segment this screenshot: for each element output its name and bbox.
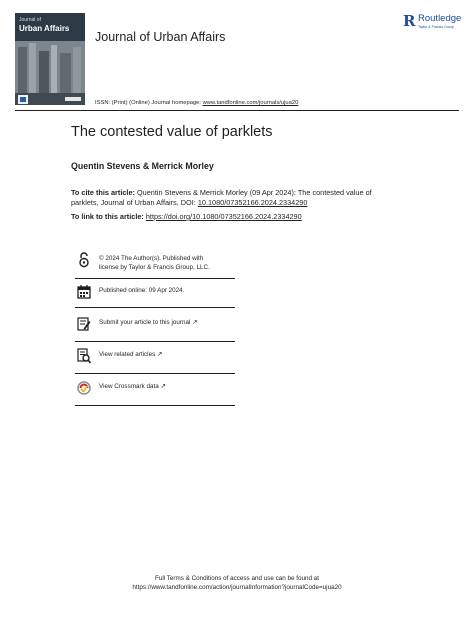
journal-cover-image	[15, 13, 85, 105]
calendar-icon	[77, 284, 91, 300]
published-date: Published online: 09 Apr 2024.	[99, 287, 185, 294]
submit-icon	[77, 316, 91, 332]
license-line-1: © 2024 The Author(s). Published with	[99, 255, 204, 262]
crossmark-row[interactable]	[75, 380, 235, 406]
submit-article-row[interactable]	[75, 316, 235, 342]
terms-footer	[0, 574, 474, 592]
journal-title: Journal of Urban Affairs	[95, 30, 226, 44]
article-link-line	[71, 212, 302, 221]
submit-article-link[interactable]: Submit your article to this journal	[99, 319, 191, 326]
crossmark-icon	[77, 380, 91, 396]
publisher-tagline: Taylor & Francis Group	[418, 25, 454, 29]
cover-small-text: Journal of	[19, 17, 41, 23]
link-label: To link to this article:	[71, 212, 146, 221]
external-link-icon: ↗	[156, 351, 163, 358]
row-divider	[75, 405, 235, 406]
external-link-icon: ↗	[192, 319, 198, 326]
row-divider	[75, 307, 235, 308]
cover-city-photo	[15, 41, 85, 105]
related-articles-link[interactable]: View related articles	[99, 351, 156, 358]
open-access-icon	[77, 252, 91, 268]
header-divider	[15, 110, 459, 111]
issn-prefix: ISSN: (Print) (Online) Journal homepage:	[95, 100, 203, 106]
row-divider	[75, 278, 235, 279]
article-title: The contested value of parklets	[71, 124, 273, 140]
related-articles-icon	[77, 348, 91, 364]
row-divider	[75, 373, 235, 374]
routledge-logo[interactable]	[403, 12, 465, 36]
terms-line: Full Terms & Conditions of access and use can be found at	[154, 575, 320, 582]
issn-line	[95, 100, 298, 106]
publisher-name: Routledge	[418, 13, 462, 24]
article-authors: Quentin Stevens & Merrick Morley	[71, 161, 214, 171]
citation-text: Quentin Stevens & Merrick Morley (09 Apr 2024): The contested value of parklets, Journal of Urban Affairs, DOI:	[71, 188, 372, 207]
open-access-row	[75, 252, 235, 278]
article-url-link[interactable]: https://doi.org/10.1080/07352166.2024.2334290	[145, 212, 302, 221]
citation-label: To cite this article:	[71, 188, 135, 197]
terms-url-link[interactable]: https://www.tandfonline.com/action/journalInformation?journalCode=ujua20	[132, 584, 342, 591]
doi-link[interactable]: 10.1080/07352166.2024.2334290	[197, 198, 308, 207]
routledge-r-icon: R	[403, 12, 416, 30]
external-link-icon: ↗	[160, 383, 166, 390]
license-line-2: license by Taylor & Francis Group, LLC.	[99, 263, 210, 271]
crossmark-link[interactable]: View Crossmark data	[99, 383, 159, 390]
cover-title: Urban Affairs	[19, 24, 70, 33]
related-articles-row[interactable]	[75, 348, 235, 374]
row-divider	[75, 341, 235, 342]
journal-homepage-link[interactable]: www.tandfonline.com/journals/ujua20	[202, 100, 299, 106]
citation-block	[71, 188, 401, 208]
